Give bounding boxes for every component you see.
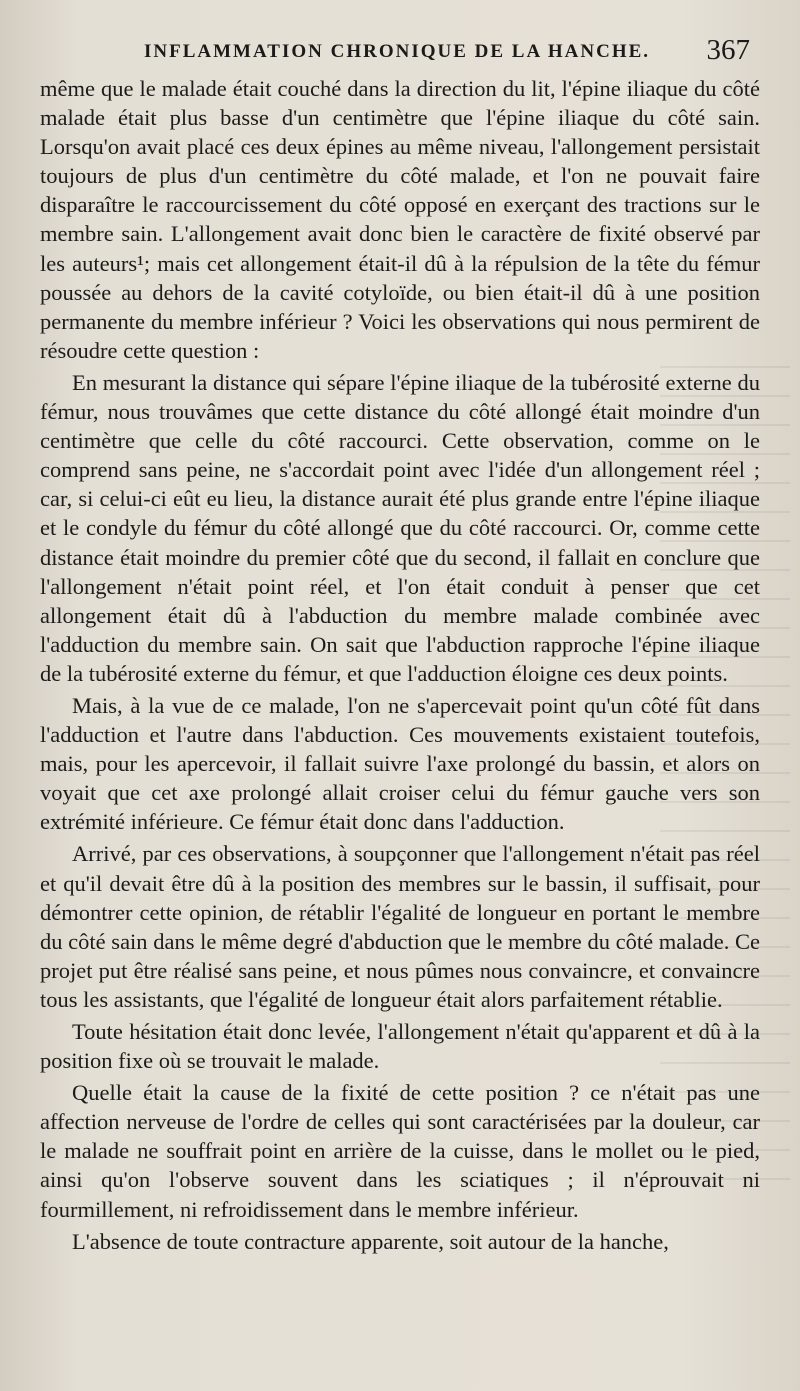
paragraph: Arrivé, par ces observations, à soupçonner que l'allongement n'était pas réel et qu'il devait être dû à la position des membres sur le bassin, il suffisait, pour démontrer cette opinion, de rétablir l'égalité de longueur en portant le membre du côté sain dans le même degré d'abduction que le membre du côté malade. Ce projet put être réalisé sans peine, et nous pûmes nous convaincre, et convaincre tous les assistants, que l'égalité de longueur était alors parfaitement rétablie. (40, 841, 760, 1012)
body-text (40, 74, 760, 1259)
page-header (40, 34, 750, 68)
paragraph: Mais, à la vue de ce malade, l'on ne s'apercevait point qu'un côté fût dans l'adduction et l'autre dans l'abduction. Ces mouvements existaient toutefois, mais, pour les apercevoir, il fallait suivre l'axe prolongé du bassin, et alors on voyait que cet axe prolongé allait croiser celui du fémur gauche vers son extrémité inférieure. Ce fémur était donc dans l'adduction. (40, 692, 760, 835)
paragraph: Toute hésitation était donc levée, l'allongement n'était qu'apparent et dû à la position fixe où se trouvait le malade. (40, 1019, 760, 1074)
paragraph: L'absence de toute contracture apparente, soit autour de la hanche, (72, 1228, 669, 1254)
paragraph: Quelle était la cause de la fixité de cette position ? ce n'était pas une affection nerveuse de l'ordre de celles qui sont caractérisées par la douleur, car le malade ne souffrait point en arrière de la cuisse, dans le mollet ou le pied, ainsi qu'on l'observe souvent dans les sciatiques ; il n'éprouvait ni fourmillement, ni refroidissement dans le membre inférieur. (40, 1080, 760, 1222)
page-number: 367 (706, 34, 750, 66)
paragraph: même que le malade était couché dans la direction du lit, l'épine iliaque du côté malade était plus basse d'un centimètre que l'épine iliaque du côté sain. Lorsqu'on avait placé ces deux épines au même niveau, l'allongement persistait toujours de plus d'un centimètre du côté malade, et l'on ne pouvait faire disparaître le raccourcissement du côté opposé en exerçant des tractions sur le membre sain. L'allongement avait donc bien le caractère de fixité observé par les auteurs¹; mais cet allongement était-il dû à la répulsion de la tête du fémur poussée au dehors de la cavité cotyloïde, ou bien était-il dû à une position permanente du membre inférieur ? Voici les observations qui nous permirent de résoudre cette question : (40, 76, 760, 363)
running-title: INFLAMMATION CHRONIQUE DE LA HANCHE. (144, 41, 651, 62)
paragraph: En mesurant la distance qui sépare l'épine iliaque de la tubérosité externe du fémur, nous trouvâmes que cette distance du côté allongé était moindre d'un centimètre que celle du côté raccourci. Cette observation, comme on le comprend sans peine, ne s'accordait point avec l'idée d'un allongement réel ; car, si celui-ci eût eu lieu, la distance aurait été plus grande entre l'épine iliaque et le condyle du fémur du côté allongé que du côté raccourci. Or, comme cette distance était moindre du premier côté que du second, il fallait en conclure que l'allongement n'était point réel, et l'on était conduit à penser que cet allongement était dû à l'abduction du membre malade combinée avec l'adduction du membre sain. On sait que l'abduction rapproche l'épine iliaque de la tubérosité externe du fémur, et que l'adduction éloigne ces deux points. (40, 369, 760, 686)
